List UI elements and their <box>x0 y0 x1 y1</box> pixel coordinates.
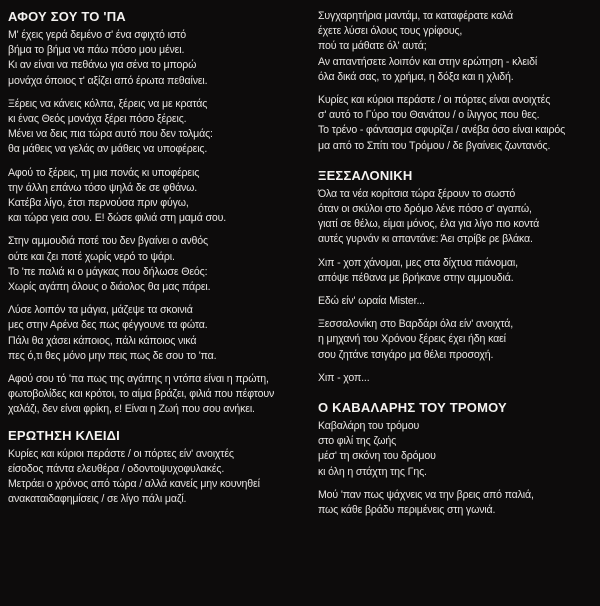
right-column <box>318 0 598 518</box>
lyric-line: είσοδος πάντα ελευθέρα / οδοντοψυχοφυλακές. <box>8 462 225 475</box>
lyric-line: ανακαταιδαφημίσεις / σε λίγο πάλι μαζί. <box>8 493 187 506</box>
lyric-line: Κυρίες και κύριοι περάστε / οι πόρτες είν' ανοιχτές <box>8 447 234 460</box>
lyric-line: σου ζητάνε τσιγάρο μα θέλει προσοχή. <box>318 348 494 361</box>
lyric-line: απόψε πέθανα με βρήκανε στην αμμουδιά. <box>318 271 514 284</box>
lyric-line: φωτοβολίδες και κρότοι, το αίμα βράζει, φιλιά που πέφτουν <box>8 388 275 401</box>
lyric-line: Λύσε λοιπόν τα μάγια, μάζεψε τα σκοινιά <box>8 304 193 317</box>
lyric-line: Μετράει ο χρόνος από τώρα / αλλά κανείς μην κουνηθεί <box>8 478 260 491</box>
lyric-line: μα από το Σπίτι του Τρόμου / δε βγαίνεις ζωντανός. <box>318 139 551 152</box>
lyric-line: Χιπ - χοπ χάνομαι, μες στα δίχτυα πιάνομαι, <box>318 256 518 269</box>
lyric-line: Αν απαντήσετε λοιπόν και στην ερώτηση - κλειδί <box>318 55 538 68</box>
lyric-line: Αφού το ξέρεις, τη μια πονάς κι υποφέρεις <box>8 166 200 179</box>
left-column <box>8 0 304 507</box>
song-title-o-kavalaris-tou-tromou: Ο ΚΑΒΑΛΑΡΗΣ ΤΟΥ ΤΡΟΜΟΥ <box>318 400 507 416</box>
lyric-line: πού τα μάθατε όλ' αυτά; <box>318 40 427 53</box>
stanza <box>318 294 598 309</box>
lyric-line: Κατέβα λίγο, έτσι περνούσα πριν φύγω, <box>8 197 189 210</box>
stanza <box>8 234 304 295</box>
stanza <box>318 371 598 386</box>
lyric-line: βήμα το βήμα να πάω πόσο μου μένει. <box>8 44 185 57</box>
lyric-line: Συγχαρητήρια μαντάμ, τα καταφέρατε καλά <box>318 10 514 22</box>
lyric-line: μέσ' τη σκόνη του δρόμου <box>318 450 436 463</box>
lyric-line: Στην αμμουδιά ποτέ του δεν βγαίνει ο ανθός <box>8 235 208 248</box>
stanza <box>8 97 304 158</box>
lyric-line: γιατί σε θέλω, είμαι μόνος, έλα για λίγο πιο κοντά <box>318 218 540 231</box>
lyric-line: Το 'πε παλιά κι ο μάγκας που δήλωσε Θεός: <box>8 265 208 278</box>
lyric-line: Όλα τα νέα κορίτσια τώρα ξέρουν το σωστό <box>318 187 516 200</box>
stanza <box>318 317 598 363</box>
lyric-line: μονάχα όποιος τ' αξίζει από έρωτα πεθαίνει. <box>8 74 208 87</box>
stanza <box>318 256 598 286</box>
lyric-line: Κυρίες και κύριοι περάστε / οι πόρτες είναι ανοιχτές <box>318 94 551 107</box>
lyric-line: θα μάθεις να γελάς αν μάθεις να υποφέρεις. <box>8 143 208 156</box>
stanza <box>318 93 598 154</box>
lyric-line: πως κάθε βράδυ περιμένεις στη γωνιά. <box>318 504 496 517</box>
stanza <box>8 303 304 364</box>
lyric-line: Εδώ είν' ωραία Mister... <box>318 295 425 308</box>
lyric-line: και τώρα γεια σου. Ε! δώσε φιλιά στη μαμά σου. <box>8 212 227 225</box>
lyric-line: Το τρένο - φάντασμα σφυρίζει / ανέβα όσο είναι καιρός <box>318 124 566 137</box>
lyric-line: ούτε και ζει ποτέ χωρίς νερό το ψάρι. <box>8 250 175 263</box>
lyric-line: μες στην Αρένα δες πως φέγγουνε τα φώτα. <box>8 319 208 332</box>
stanza <box>318 187 598 248</box>
lyric-line: αυτές γυρνάν κι απαντάνε: Άει στρίβε ρε βλάκα. <box>318 233 533 246</box>
lyric-line: κι όλη η στάχτη της Γης. <box>318 465 427 478</box>
lyric-line: Ξέρεις να κάνεις κόλπα, ξέρεις να με κρατάς <box>8 97 208 110</box>
lyric-line: όταν οι σκύλοι στο δρόμο λένε πόσο σ' αγαπώ, <box>318 203 532 216</box>
stanza <box>8 447 304 508</box>
song-title-erotisi-kleidi: ΕΡΩΤΗΣΗ ΚΛΕΙΔΙ <box>8 427 120 443</box>
stanza <box>318 9 598 85</box>
lyric-line: Κι αν είναι να πεθάνω για σένα το μπορώ <box>8 59 197 72</box>
lyric-line: Μ' έχεις γερά δεμένο σ' ένα σφιχτό ιστό <box>8 29 186 41</box>
stanza <box>8 28 304 89</box>
lyric-line: στο φιλί της ζωής <box>318 435 397 448</box>
lyric-line: Μού 'παν πως ψάχνεις να την βρεις από παλιά, <box>318 488 534 501</box>
lyric-line: Χωρίς αγάπη όλους ο διάολος θα μας πάρει. <box>8 281 211 294</box>
stanza <box>318 488 598 518</box>
song-title-xessaloniki: ΞΕΣΣΑΛΟΝΙΚΗ <box>318 167 413 183</box>
lyric-line: Ξεσσαλονίκη στο Βαρδάρι όλα είν' ανοιχτά, <box>318 318 514 331</box>
lyric-line: Καβαλάρη του τρόμου <box>318 420 420 433</box>
lyric-line: πες ό,τι θες μόνο μην πεις πως δε σου το 'πα. <box>8 349 217 362</box>
lyric-line: χαλάζι, δεν είναι φρίκη, ε! Είναι η Ζωή που σου ανήκει. <box>8 403 255 416</box>
lyric-line: την άλλη επάνω τόσο ψηλά δε σε φθάνω. <box>8 181 198 194</box>
stanza <box>8 166 304 227</box>
lyric-line: έχετε λύσει όλους τους γρίφους, <box>318 25 463 38</box>
lyric-line: Χιπ - χοπ... <box>318 371 370 384</box>
lyric-line: Πάλι θα χάσει κάποιος, πάλι κάποιος νικά <box>8 334 197 347</box>
lyric-line: σ' αυτό το Γύρο του Θανάτου / ο ίλιγγος που θες. <box>318 109 540 122</box>
lyric-line: Μένει να δεις πια τώρα αυτό που δεν τολμάς: <box>8 128 213 141</box>
stanza <box>318 419 598 480</box>
stanza <box>8 372 304 418</box>
lyric-line: κι ένας Θεός μονάχα ξέρει πόσο ξέρεις. <box>8 113 187 126</box>
lyric-line: Αφού σου τό 'πα πως της αγάπης η ντόπα είναι η πρώτη, <box>8 373 269 386</box>
lyric-line: όλα δικά σας, το χρήμα, η δόξα και η χλιδή. <box>318 70 514 83</box>
lyric-line: η μηχανή του Χρόνου ξέρεις έχει ήδη καεί <box>318 333 506 346</box>
song-title-afou-sou-to-pa: ΑΦΟΥ ΣΟΥ ΤΟ 'ΠΑ <box>8 9 126 24</box>
